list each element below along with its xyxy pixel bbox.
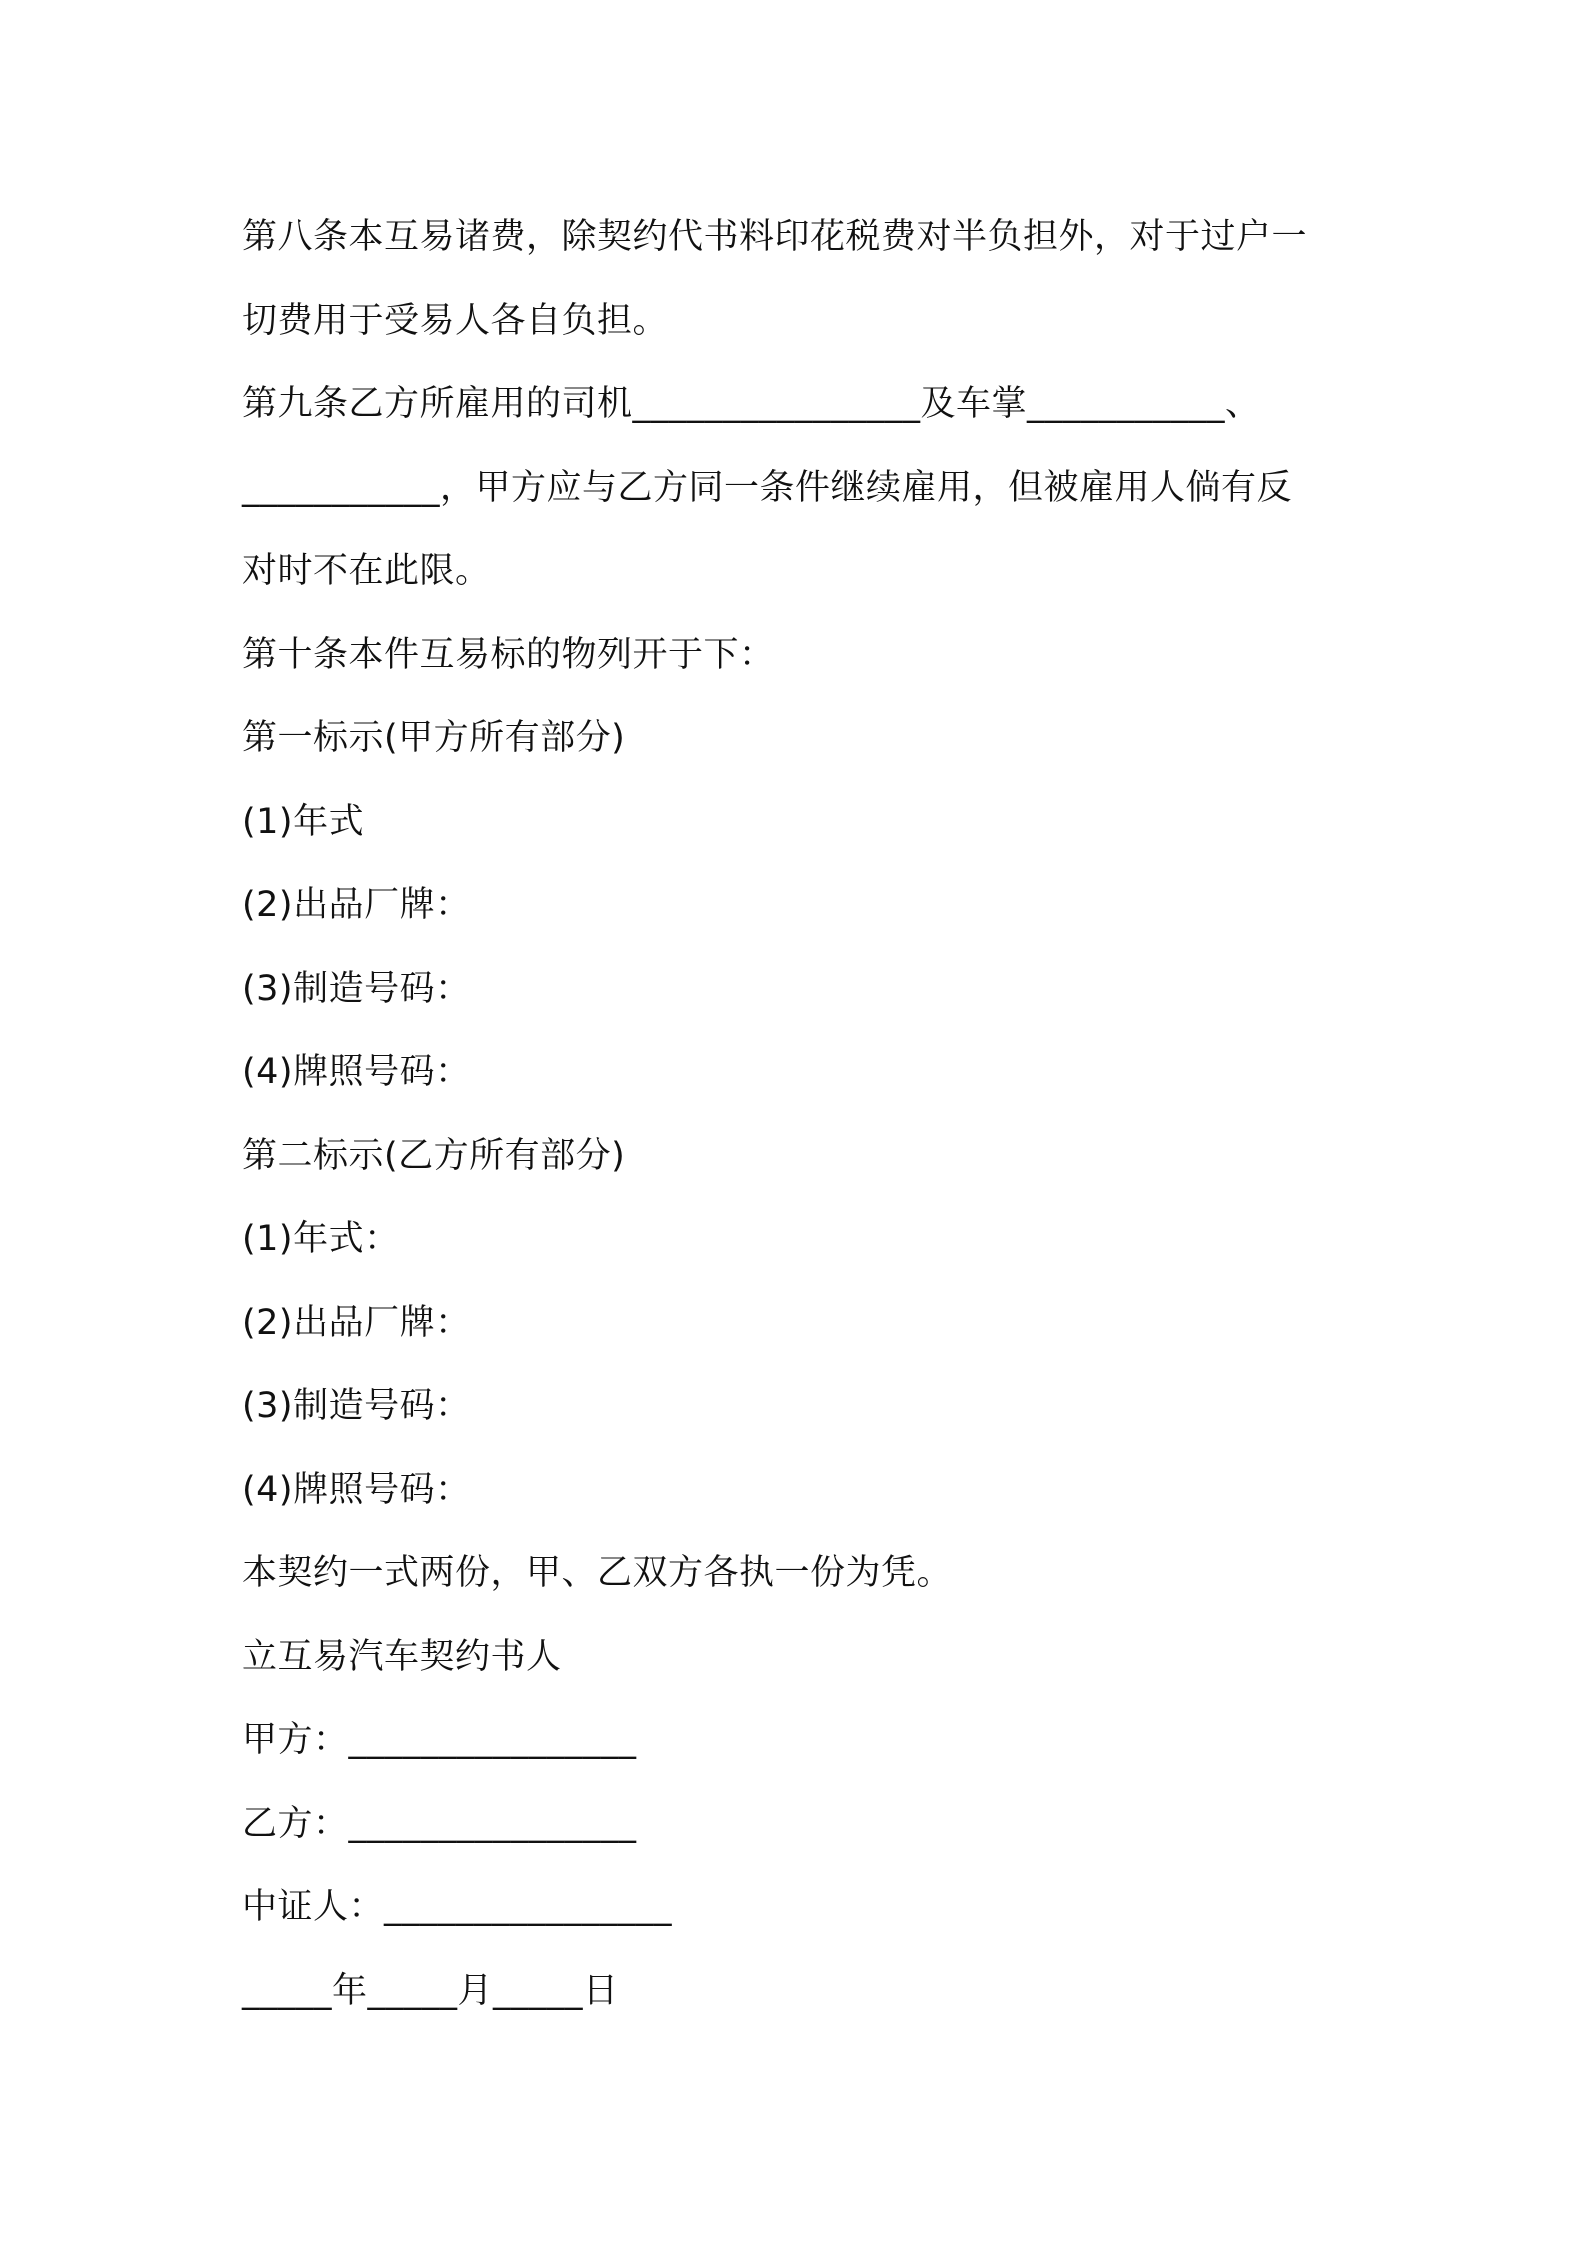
first-listing-brand: (2)出品厂牌： [242,885,471,925]
second-listing-serial: (3)制造号码： [242,1386,471,1426]
witness-signature-line: 中证人：________________ [242,1887,673,1927]
signatories-heading: 立互易汽车契约书人 [242,1636,562,1677]
article-9-line-1: 第九条乙方所雇用的司机________________及车掌___________、 [242,384,1261,424]
party-b-signature-line: 乙方：________________ [242,1803,637,1844]
document-page [242,196,1362,2033]
first-listing-heading: 第一标示(甲方所有部分) [242,718,626,758]
article-9-line-3: 对时不在此限。 [242,551,491,591]
article-9-line-2: ___________，甲方应与乙方同一条件继续雇用，但被雇用人倘有反 [242,467,1293,508]
article-8-line-1: 第八条本互易诸费，除契约代书料印花税费对半负担外，对于过户一 [242,217,1308,257]
first-listing-year: (1)年式 [242,801,365,842]
second-listing-heading: 第二标示(乙方所有部分) [242,1135,626,1176]
copies-clause: 本契约一式两份，甲、乙双方各执一份为凭。 [242,1553,953,1593]
second-listing-year: (1)年式： [242,1219,400,1259]
first-listing-plate: (4)牌照号码： [242,1052,471,1092]
article-8-line-2: 切费用于受易人各自负担。 [242,300,669,341]
party-a-signature-line: 甲方：________________ [242,1720,637,1760]
article-10-heading: 第十条本件互易标的物列开于下： [242,634,775,675]
first-listing-serial: (3)制造号码： [242,968,471,1009]
date-line: _____年_____月_____日 [242,1970,619,2011]
second-listing-plate: (4)牌照号码： [242,1469,471,1510]
second-listing-brand: (2)出品厂牌： [242,1302,471,1343]
